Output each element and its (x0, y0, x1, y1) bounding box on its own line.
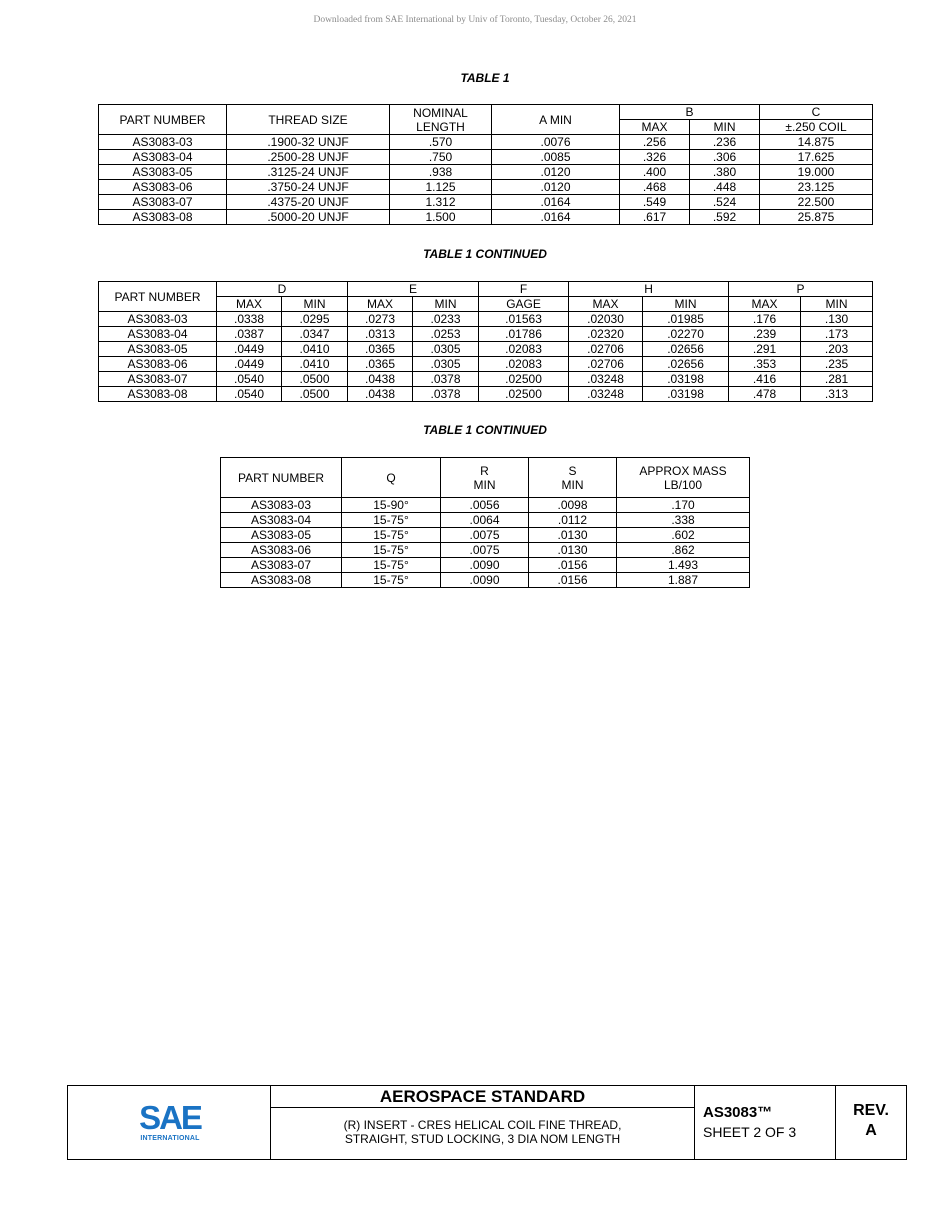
cell-d-max: .0338 (217, 312, 282, 327)
cell-b-min: .306 (690, 150, 760, 165)
header-f-gage: GAGE (479, 297, 569, 312)
cell-nominal-length: 1.312 (390, 195, 492, 210)
cell-b-min: .448 (690, 180, 760, 195)
cell-a-min: .0164 (492, 210, 620, 225)
table-row (99, 135, 873, 150)
header-part-number: PART NUMBER (99, 105, 227, 135)
cell-d-max: .0540 (217, 372, 282, 387)
cell-r-min: .0056 (441, 498, 529, 513)
cell-part-number: AS3083-03 (99, 312, 217, 327)
cell-thread-size: .2500-28 UNJF (227, 150, 390, 165)
cell-approx-mass: 1.493 (617, 558, 750, 573)
logo-cell (68, 1086, 271, 1159)
header-h-max: MAX (569, 297, 643, 312)
table-row (99, 150, 873, 165)
cell-r-min: .0090 (441, 558, 529, 573)
cell-s-min: .0112 (529, 513, 617, 528)
cell-p-min: .235 (801, 357, 873, 372)
cell-p-max: .416 (729, 372, 801, 387)
cell-p-min: .313 (801, 387, 873, 402)
cell-d-min: .0295 (282, 312, 348, 327)
cell-d-min: .0410 (282, 357, 348, 372)
cell-e-max: .0438 (348, 372, 413, 387)
header-approx-mass (617, 458, 750, 498)
header-r-label: R (480, 463, 489, 478)
download-watermark: Downloaded from SAE International by Univ of Toronto, Tuesday, October 26, 2021 (313, 15, 637, 25)
header-c: C (760, 105, 873, 120)
header-a-min: A MIN (492, 105, 620, 135)
cell-b-min: .592 (690, 210, 760, 225)
header-mass-unit: LB/100 (663, 477, 703, 492)
cell-part-number: AS3083-04 (221, 513, 342, 528)
cell-p-min: .281 (801, 372, 873, 387)
cell-b-max: .400 (620, 165, 690, 180)
header-p-max: MAX (729, 297, 801, 312)
cell-d-min: .0347 (282, 327, 348, 342)
header-d-max: MAX (217, 297, 282, 312)
cell-c-coil: 23.125 (760, 180, 873, 195)
cell-approx-mass: .338 (617, 513, 750, 528)
cell-a-min: .0076 (492, 135, 620, 150)
cell-h-min: .02656 (643, 357, 729, 372)
cell-b-max: .256 (620, 135, 690, 150)
table-row (221, 573, 750, 588)
table-row (221, 558, 750, 573)
cell-q: 15-75° (342, 528, 441, 543)
table3-caption: TABLE 1 CONTINUED (423, 423, 547, 437)
cell-part-number: AS3083-06 (99, 357, 217, 372)
cell-d-max: .0540 (217, 387, 282, 402)
header-e-max: MAX (348, 297, 413, 312)
cell-part-number: AS3083-05 (221, 528, 342, 543)
cell-e-min: .0305 (413, 342, 479, 357)
cell-part-number: AS3083-03 (99, 135, 227, 150)
cell-thread-size: .3750-24 UNJF (227, 180, 390, 195)
table-row (99, 195, 873, 210)
cell-q: 15-75° (342, 543, 441, 558)
cell-thread-size: .1900-32 UNJF (227, 135, 390, 150)
cell-thread-size: .3125-24 UNJF (227, 165, 390, 180)
header-b-min: MIN (690, 120, 760, 135)
cell-s-min: .0156 (529, 573, 617, 588)
cell-r-min: .0075 (441, 528, 529, 543)
cell-c-coil: 25.875 (760, 210, 873, 225)
cell-r-min: .0075 (441, 543, 529, 558)
cell-a-min: .0120 (492, 165, 620, 180)
cell-part-number: AS3083-07 (99, 372, 217, 387)
cell-c-coil: 14.875 (760, 135, 873, 150)
description-line-2: STRAIGHT, STUD LOCKING, 3 DIA NOM LENGTH (344, 1132, 621, 1146)
revision-label: REV. (853, 1102, 889, 1119)
header-d: D (217, 282, 348, 297)
cell-c-coil: 22.500 (760, 195, 873, 210)
sae-logo-letters: SAE (139, 1099, 201, 1136)
cell-a-min: .0120 (492, 180, 620, 195)
cell-e-min: .0378 (413, 387, 479, 402)
cell-approx-mass: 1.887 (617, 573, 750, 588)
cell-r-min: .0090 (441, 573, 529, 588)
cell-c-coil: 17.625 (760, 150, 873, 165)
document-description (271, 1108, 694, 1146)
header-f: F (479, 282, 569, 297)
cell-p-max: .291 (729, 342, 801, 357)
header-nominal-length: NOMINAL LENGTH (390, 105, 492, 135)
table-row (99, 327, 873, 342)
cell-d-max: .0449 (217, 342, 282, 357)
cell-thread-size: .4375-20 UNJF (227, 195, 390, 210)
cell-s-min: .0098 (529, 498, 617, 513)
cell-e-min: .0253 (413, 327, 479, 342)
cell-part-number: AS3083-07 (99, 195, 227, 210)
sae-logo (138, 1101, 202, 1142)
cell-h-min: .01985 (643, 312, 729, 327)
cell-q: 15-90° (342, 498, 441, 513)
cell-e-max: .0438 (348, 387, 413, 402)
cell-approx-mass: .862 (617, 543, 750, 558)
cell-part-number: AS3083-04 (99, 150, 227, 165)
header-r-min (441, 458, 529, 498)
table-row (99, 210, 873, 225)
header-h: H (569, 282, 729, 297)
cell-b-max: .468 (620, 180, 690, 195)
revision-value: A (865, 1122, 877, 1139)
sheet-number: SHEET 2 OF 3 (703, 1124, 797, 1140)
cell-f-gage: .02083 (479, 342, 569, 357)
cell-q: 15-75° (342, 558, 441, 573)
table-row (99, 165, 873, 180)
cell-nominal-length: .938 (390, 165, 492, 180)
cell-p-min: .203 (801, 342, 873, 357)
cell-part-number: AS3083-06 (221, 543, 342, 558)
cell-s-min: .0130 (529, 543, 617, 558)
cell-b-max: .549 (620, 195, 690, 210)
cell-p-max: .176 (729, 312, 801, 327)
header-r-sub: MIN (473, 477, 496, 492)
table-row (99, 180, 873, 195)
header-d-min: MIN (282, 297, 348, 312)
cell-p-max: .478 (729, 387, 801, 402)
header-h-min: MIN (643, 297, 729, 312)
cell-part-number: AS3083-05 (99, 165, 227, 180)
cell-p-max: .353 (729, 357, 801, 372)
cell-h-min: .02270 (643, 327, 729, 342)
cell-h-min: .03198 (643, 372, 729, 387)
cell-r-min: .0064 (441, 513, 529, 528)
header-q: Q (342, 458, 441, 498)
cell-f-gage: .01563 (479, 312, 569, 327)
cell-f-gage: .02083 (479, 357, 569, 372)
cell-h-max: .02706 (569, 357, 643, 372)
cell-approx-mass: .602 (617, 528, 750, 543)
cell-h-min: .02656 (643, 342, 729, 357)
table-row (99, 342, 873, 357)
cell-nominal-length: .570 (390, 135, 492, 150)
cell-e-min: .0305 (413, 357, 479, 372)
cell-nominal-length: 1.500 (390, 210, 492, 225)
header-e-min: MIN (413, 297, 479, 312)
cell-q: 15-75° (342, 513, 441, 528)
cell-nominal-length: .750 (390, 150, 492, 165)
cell-nominal-length: 1.125 (390, 180, 492, 195)
cell-h-max: .03248 (569, 387, 643, 402)
cell-e-max: .0365 (348, 357, 413, 372)
cell-thread-size: .5000-20 UNJF (227, 210, 390, 225)
cell-c-coil: 19.000 (760, 165, 873, 180)
table-row (99, 387, 873, 402)
cell-s-min: .0156 (529, 558, 617, 573)
header-p-min: MIN (801, 297, 873, 312)
header-s-label: S (568, 463, 577, 478)
cell-s-min: .0130 (529, 528, 617, 543)
cell-p-min: .130 (801, 312, 873, 327)
sae-logo-subtitle: INTERNATIONAL (140, 1135, 200, 1142)
header-s-min (529, 458, 617, 498)
cell-h-max: .02706 (569, 342, 643, 357)
cell-f-gage: .02500 (479, 372, 569, 387)
cell-part-number: AS3083-08 (99, 210, 227, 225)
cell-e-max: .0313 (348, 327, 413, 342)
cell-b-min: .524 (690, 195, 760, 210)
header-b: B (620, 105, 760, 120)
title-cell (271, 1086, 695, 1159)
cell-part-number: AS3083-04 (99, 327, 217, 342)
table-row (221, 498, 750, 513)
document-number: AS3083™ (703, 1104, 773, 1121)
table2 (98, 281, 873, 402)
cell-part-number: AS3083-06 (99, 180, 227, 195)
cell-e-max: .0365 (348, 342, 413, 357)
header-mass-label: APPROX MASS (639, 463, 727, 478)
title-block (67, 1085, 907, 1160)
header-p: P (729, 282, 873, 297)
cell-b-max: .326 (620, 150, 690, 165)
cell-d-max: .0387 (217, 327, 282, 342)
cell-b-min: .380 (690, 165, 760, 180)
header-b-max: MAX (620, 120, 690, 135)
header-part-number: PART NUMBER (221, 458, 342, 498)
cell-part-number: AS3083-08 (221, 573, 342, 588)
table-row (99, 357, 873, 372)
table-row (99, 372, 873, 387)
cell-b-max: .617 (620, 210, 690, 225)
table-row (99, 312, 873, 327)
header-c-coil: ±.250 COIL (760, 120, 873, 135)
revision-cell (836, 1086, 906, 1159)
document-number-cell (695, 1086, 836, 1159)
table2-caption: TABLE 1 CONTINUED (423, 247, 547, 261)
cell-q: 15-75° (342, 573, 441, 588)
table-row (221, 528, 750, 543)
cell-h-max: .03248 (569, 372, 643, 387)
table3 (220, 457, 750, 588)
header-part-number: PART NUMBER (99, 282, 217, 312)
cell-e-max: .0273 (348, 312, 413, 327)
description-line-1: (R) INSERT - CRES HELICAL COIL FINE THREAD, (343, 1118, 622, 1132)
cell-d-max: .0449 (217, 357, 282, 372)
table-row (221, 543, 750, 558)
cell-approx-mass: .170 (617, 498, 750, 513)
cell-h-min: .03198 (643, 387, 729, 402)
cell-d-min: .0500 (282, 387, 348, 402)
cell-e-min: .0378 (413, 372, 479, 387)
cell-part-number: AS3083-07 (221, 558, 342, 573)
cell-p-min: .173 (801, 327, 873, 342)
cell-e-min: .0233 (413, 312, 479, 327)
table1 (98, 104, 873, 225)
cell-h-max: .02030 (569, 312, 643, 327)
cell-f-gage: .01786 (479, 327, 569, 342)
table-row (221, 513, 750, 528)
cell-d-min: .0410 (282, 342, 348, 357)
table1-caption: TABLE 1 (460, 71, 510, 85)
cell-b-min: .236 (690, 135, 760, 150)
standard-title: AEROSPACE STANDARD (271, 1086, 694, 1108)
header-e: E (348, 282, 479, 297)
cell-a-min: .0085 (492, 150, 620, 165)
cell-h-max: .02320 (569, 327, 643, 342)
cell-d-min: .0500 (282, 372, 348, 387)
cell-a-min: .0164 (492, 195, 620, 210)
cell-part-number: AS3083-08 (99, 387, 217, 402)
cell-part-number: AS3083-03 (221, 498, 342, 513)
cell-part-number: AS3083-05 (99, 342, 217, 357)
cell-p-max: .239 (729, 327, 801, 342)
header-s-sub: MIN (561, 477, 584, 492)
cell-f-gage: .02500 (479, 387, 569, 402)
header-thread-size: THREAD SIZE (227, 105, 390, 135)
